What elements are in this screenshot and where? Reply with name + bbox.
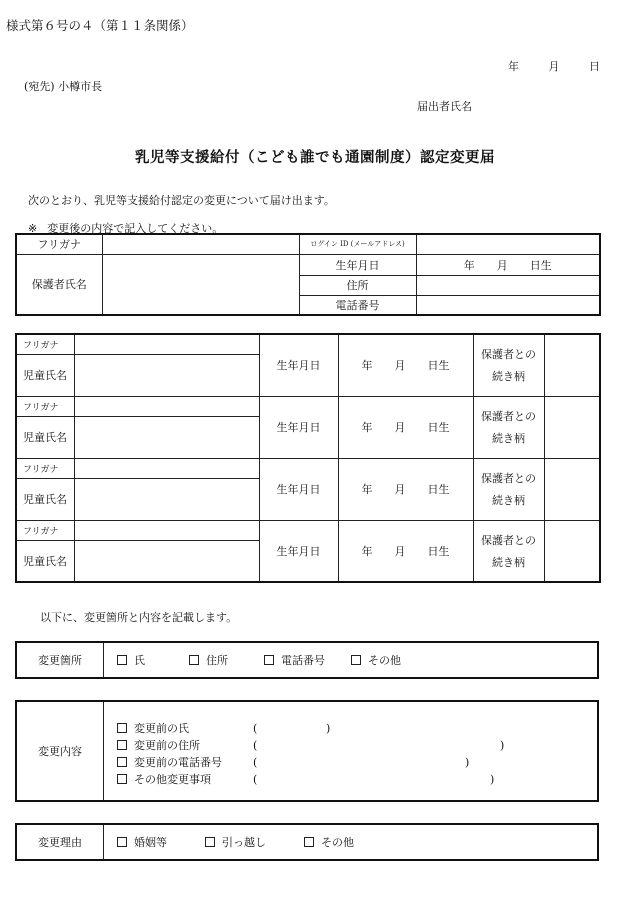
relation-line2: 続き柄 <box>492 432 525 445</box>
guardian-address-field[interactable] <box>416 275 600 295</box>
relation-line1: 保護者との <box>481 410 536 423</box>
children-rows <box>16 334 600 582</box>
child-relation-field[interactable] <box>544 396 600 458</box>
child-relation-field[interactable] <box>544 458 600 520</box>
close-paren: ) <box>465 755 470 769</box>
option-label: 氏 <box>134 654 145 667</box>
change-place-option-phone[interactable] <box>264 652 325 668</box>
child-furigana-label: フリガナ <box>16 396 74 416</box>
option-label: 引っ越し <box>222 836 266 849</box>
open-paren: ( <box>253 721 258 735</box>
child-birth-field[interactable]: 年 月 日生 <box>338 334 473 396</box>
option-label: その他 <box>321 836 354 849</box>
change-reason-option-other[interactable] <box>304 834 354 850</box>
checkbox[interactable] <box>205 837 215 847</box>
child-furigana-field[interactable] <box>74 334 259 354</box>
option-label: 婚姻等 <box>134 836 167 849</box>
guardian-phone-label: 電話番号 <box>299 295 416 315</box>
checkbox[interactable] <box>351 655 361 665</box>
change-reason-box <box>15 823 599 861</box>
child-relation-field[interactable] <box>544 520 600 582</box>
child-furigana-field[interactable] <box>74 520 259 540</box>
change-place-box <box>15 641 599 679</box>
guardian-name-label: 保護者氏名 <box>16 254 102 315</box>
close-paren: ) <box>326 721 331 735</box>
child-birth-field[interactable]: 年 月 日生 <box>338 458 473 520</box>
child-relation-label <box>473 458 544 520</box>
child-relation-field[interactable] <box>544 334 600 396</box>
checkbox[interactable] <box>117 757 127 767</box>
child-furigana-label: フリガナ <box>16 520 74 540</box>
child-relation-label <box>473 520 544 582</box>
child-name-label: 児童氏名 <box>16 478 74 520</box>
child-relation-label <box>473 334 544 396</box>
child-name-field[interactable] <box>74 354 259 396</box>
guardian-furigana-field[interactable] <box>102 234 299 254</box>
change-reason-option-marriage[interactable] <box>117 834 167 850</box>
relation-line1: 保護者との <box>481 472 536 485</box>
checkbox[interactable] <box>304 837 314 847</box>
change-reason-options <box>117 825 593 859</box>
checkbox[interactable] <box>117 740 127 750</box>
addressee: (宛先) 小樽市長 <box>24 80 103 93</box>
child-name-label: 児童氏名 <box>16 354 74 396</box>
guardian-birth-field[interactable]: 年 月 日生 <box>416 254 600 275</box>
child-birth-field[interactable]: 年 月 日生 <box>338 520 473 582</box>
relation-line1: 保護者との <box>481 533 536 547</box>
open-paren: ( <box>253 738 258 752</box>
child-furigana-field[interactable] <box>74 396 259 416</box>
change-place-option-address[interactable] <box>189 652 228 668</box>
close-paren: ) <box>490 772 495 786</box>
section-note: 以下に、変更箇所と内容を記載します。 <box>40 611 238 624</box>
guardian-furigana-label: フリガナ <box>16 234 102 254</box>
checkbox[interactable] <box>264 655 274 665</box>
intro-text: 次のとおり、乳児等支援給付認定の変更について届け出ます。 <box>28 194 335 207</box>
change-reason-label: 変更理由 <box>17 825 104 859</box>
login-id-label: ログイン ID (メールアドレス) <box>299 234 416 254</box>
child-relation-label <box>473 396 544 458</box>
guardian-address-label: 住所 <box>299 275 416 295</box>
login-id-field[interactable] <box>416 234 600 254</box>
change-place-option-other[interactable] <box>351 652 401 668</box>
guardian-table <box>15 233 601 316</box>
submission-date <box>508 58 600 74</box>
relation-line2: 続き柄 <box>492 370 525 384</box>
date-year: 年 <box>508 60 519 73</box>
child-name-label: 児童氏名 <box>16 416 74 458</box>
change-reason-option-moving[interactable] <box>205 834 266 850</box>
note-body: 変更後の内容で記入してください。 <box>47 222 224 235</box>
date-month: 月 <box>548 60 560 73</box>
relation-line2: 続き柄 <box>492 555 525 569</box>
relation-line1: 保護者との <box>481 348 536 362</box>
checkbox[interactable] <box>117 723 127 733</box>
child-birth-field[interactable]: 年 月 日生 <box>338 396 473 458</box>
checkbox[interactable] <box>189 655 199 665</box>
item-label: 変更前の住所 <box>134 739 200 752</box>
checkbox[interactable] <box>117 774 127 784</box>
child-birth-label: 生年月日 <box>259 458 338 520</box>
item-label: 変更前の電話番号 <box>134 756 222 769</box>
child-name-field[interactable] <box>74 540 259 582</box>
option-label: その他 <box>368 654 401 667</box>
child-name-label: 児童氏名 <box>16 540 74 582</box>
change-content-item-phone[interactable] <box>117 754 593 770</box>
open-paren: ( <box>253 772 258 786</box>
guardian-phone-field[interactable] <box>416 295 600 315</box>
date-day: 日 <box>589 60 600 73</box>
open-paren: ( <box>253 755 258 769</box>
checkbox[interactable] <box>117 837 127 847</box>
applicant-name-label: 届出者氏名 <box>417 100 472 113</box>
guardian-name-field[interactable] <box>102 254 299 315</box>
change-content-item-other[interactable] <box>117 771 593 787</box>
child-furigana-label: フリガナ <box>16 334 74 354</box>
item-label: その他変更事項 <box>134 773 211 786</box>
change-place-options <box>117 643 593 677</box>
change-place-option-name[interactable] <box>117 652 145 668</box>
guardian-birth-label: 生年月日 <box>299 254 416 275</box>
child-furigana-label: フリガナ <box>16 458 74 478</box>
item-label: 変更前の氏 <box>134 722 189 735</box>
change-content-label: 変更内容 <box>17 702 104 800</box>
child-birth-label: 生年月日 <box>259 334 338 396</box>
child-name-field[interactable] <box>74 478 259 520</box>
change-content-box <box>15 700 599 802</box>
child-furigana-field[interactable] <box>74 458 259 478</box>
form-number: 様式第６号の４（第１１条関係） <box>6 18 194 33</box>
children-table <box>15 333 601 583</box>
change-content-item-address[interactable] <box>117 737 593 753</box>
change-place-label: 変更箇所 <box>17 643 104 677</box>
checkbox[interactable] <box>117 655 127 665</box>
child-name-field[interactable] <box>74 416 259 458</box>
option-label: 住所 <box>206 654 228 667</box>
relation-line2: 続き柄 <box>492 494 525 507</box>
child-birth-label: 生年月日 <box>259 520 338 582</box>
option-label: 電話番号 <box>281 654 325 667</box>
form-title: 乳児等支援給付（こども誰でも通園制度）認定変更届 <box>135 149 495 166</box>
note-mark: ※ <box>28 222 38 235</box>
child-birth-label: 生年月日 <box>259 396 338 458</box>
change-content-item-name[interactable] <box>117 720 593 736</box>
change-content-items <box>117 702 593 800</box>
close-paren: ) <box>500 738 505 752</box>
